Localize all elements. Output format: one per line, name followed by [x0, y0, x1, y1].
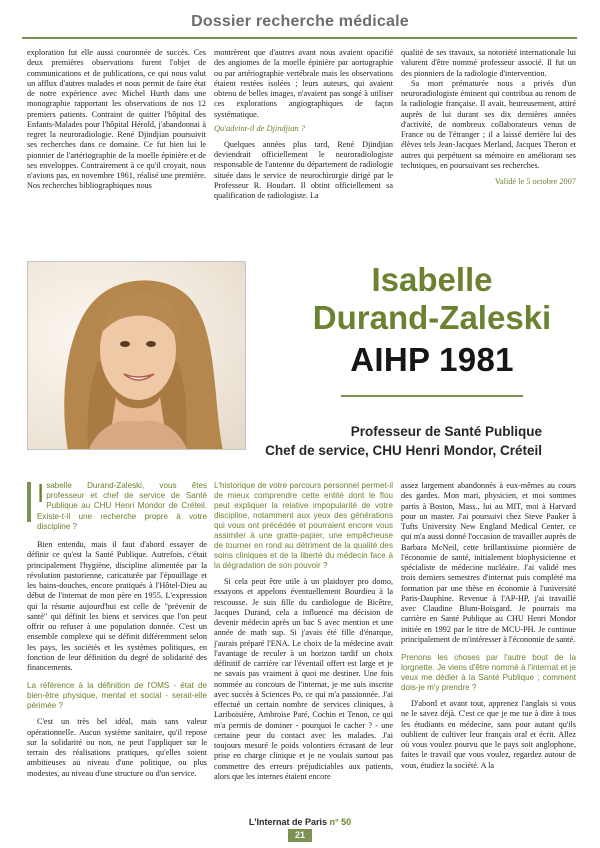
question-heading: Prenons les choses par l'autre bout de la lorgnette. Je viens d'être nommé à l'internat et je veux me dédier à la Santé Publique ; comment dois-je m'y prendre ? — [401, 653, 576, 692]
name-rule — [341, 395, 523, 397]
top-column-2 — [214, 48, 393, 253]
header-rule — [22, 37, 577, 39]
intro-question — [27, 481, 207, 532]
paragraph: Bien entendu, mais il faut d'abord essayer de définir ce qu'est la Santé Publique. Autrefois, c'était principalement l'hygiène, discipline alimentée par la révolution pastorienne, caricaturée par l'épouillage et les bains-douches, encore pratiqués à l'Hôtel-Dieu au début de l'internat de mon père en 1955. L'expression qui la résume aujourd'hui est celle de "prévenir de santé" qui définit les biens et services que l'on peut offrir ou refuser à une population donnée. C'est un ensemble complexe qui se définit différemment selon les pays, les sociétés et les systèmes politiques, en fonction de leur définition du degré de solidarité des financements. — [27, 540, 207, 673]
question-heading: L'historique de votre parcours personnel permet-il de mieux comprendre cette entité dont le flou peut expliquer la relative impopularité de votre discipline, notamment aux yeux des générations qui vous ont précédée et pourraient encore vous assimiler à une gratte-papier, une empêcheuse de tourner en rond au détriment de la qualité des soins cliniques et de la liberté du médecin face à la dégradation de son pouvoir ? — [214, 481, 393, 570]
bottom-column-3 — [401, 481, 576, 811]
paragraph: qualité de ses travaux, sa notoriété internationale lui valurent d'être nommé professeur associé. Il fut un des pionniers de la radiologie d'intervention. — [401, 48, 576, 78]
person-affiliation: Chef de service, CHU Henri Mondor, Créteil — [265, 443, 542, 458]
portrait-photo — [27, 261, 246, 450]
person-first-name: Isabelle — [371, 261, 493, 298]
intro-question-text: sabelle Durand-Zaleski, vous êtes professeur et chef de service de Santé Publique au CHU Henri Mondor de Créteil. Existe-t-il une recherche propre à votre discipline ? — [37, 481, 207, 531]
footer-brand — [0, 817, 600, 827]
validation-date: Validé le 5 octobre 2007 — [494, 177, 576, 186]
drop-cap: I — [37, 481, 45, 508]
question-heading: Qu'advint-il de Djindjian ? — [214, 123, 305, 133]
paragraph: Quelques années plus tard, René Djindjian deviendrait officiellement le neuroradiologiste responsable de l'antenne du département de radiologie située dans le service de neurochirurgie dirigé par le Professeur R. Houdart. Il obtint officiellement sa qualification de radiologiste. La — [214, 139, 393, 200]
paragraph: Si cela peut être utile à un plaidoyer pro domo, essayons et appelons éventuellement Bourdieu à la rescousse. Je suis fille du cardiologue de Bicêtre, Jacques Durand, cela a influencé ma décision de devenir médecin après un bac S avec mention et une année de math sup. Si j'avais été fille d'énarque, j'aurais préparé l'ENA. Le choix de la médecine avait l'avantage de reculer à un horizon tardif un choix définitif de carrière car l'éventail offert est large et je ne savais pas vraiment à quoi me destiner. Une fois nommée au concours de l'internat, je me suis inscrite avec succès à Sciences Po, ce qui m'a passionnée. J'ai effectué un certain nombre de services cliniques, à Lariboisière, Ambroise Paré, Cochin et Tenon, ce qui m'a permis de dominer - pourquoi le cacher ? - une certaine peur du contact avec les malades. J'ai toujours mesuré le poids volontiers écrasant de leur prise en charge clinique et je ne voulais surtout pas commettre des erreurs préjudiciables aux patients, alors que les internes étaient encore — [214, 577, 393, 781]
paragraph: D'abord et avant tout, apprenez l'anglais si vous ne le savez déjà. C'est ce que je me tue à dire à tous les étudiants en médecine, sans pour autant qu'ils oublient de cultiver leur français oral et écrit. Allez où vous voulez pourvu que le pays soit anglophone, faites le travail que vous voulez, regardez autour de vous, étudiez la société. A la — [401, 699, 576, 770]
publication-name: L'Internat de Paris — [248, 817, 328, 827]
paragraph: C'est un très bel idéal, mais sans valeur opérationnelle. Aucun système sanitaire, qu'il repose sur la solidarité ou non, ne peut l'appliquer sur le terrain des réalisations pratiques, qu'elles soient ambitieuses au niveau d'une politique, ou plus modestes, au niveau d'une structure ou d'un service. — [27, 717, 207, 778]
section-title: Dossier recherche médicale — [191, 13, 409, 30]
bottom-column-1 — [27, 481, 207, 811]
person-title: Professeur de Santé Publique — [350, 424, 542, 439]
top-column-1 — [27, 48, 206, 253]
paragraph: exploration fut elle aussi couronnée de succès. Ces deux premières observations furent l'objet de communications et de publications, ce qui nous valut un afflux d'autres malades et nous permit de faire état de notre expérience avec Michel Hurth dans une monographie rapportant les observations de nos 12 premiers patients. Contraint de quitter l'hôpital des Enfants-Malades pour l'hôpital Hérold, j'abandonnai à regret la neuroradiologie. René Djindjian poursuivit ses recherches dans ce domaine. Ce fut bien lui le pionnier de l'artériographie de la moelle épinière et de ses enveloppes. Contrairement à ce qu'il croyait, nous n'avions pas, en novembre 1961, réalisé une première. Nos recherches bibliographiques nous — [27, 48, 206, 191]
promotion-label: AIHP 1981 — [350, 341, 514, 378]
page-header — [0, 0, 600, 46]
paragraph: montrèrent que d'autres avant nous avaient opacifié des angiomes de la moelle épinière par aortographie ou par artériographie vertébrale mais les observations étaient restées isolées ; leurs auteurs, qui avaient obtenu de belles images, n'avaient pas songé à utiliser ces explorations angiographiques de façon systématique. — [214, 48, 393, 119]
paragraph: assez largement abandonnés à eux-mêmes au cours des gardes. Mon mari, physicien, et moi sommes partis à Boston, Mass., lui au MIT, moi à Harvard pour un master. J'ai poursuivi chez Steve Pauker à Tufts University New England Medical Center, ce qui m'a aussi donné l'occasion de travailler auprès de Barbara McNeil, cette brillantissime pionnière de l'économie de santé, initialement biophysicienne et spécialiste de médecine nucléaire. J'ai validé mes trois derniers semestres d'internat puis complété ma formation par une thèse en économie à l'université Paris-Dauphine. Revenue à l'AP-HP, j'ai travaillé avec Claudine Blum-Boisgard. Je pourrais ma carrière en Santé Publique au CHU Henri Mondor initiée en 1992 par le titre de MCU-PH. Je continue principalement de m'intéresser à l'économie de santé. — [401, 481, 576, 644]
bottom-column-2 — [214, 481, 393, 811]
issue-number: n° 50 — [329, 817, 352, 827]
top-column-3 — [401, 48, 576, 253]
question-heading: La référence à la définition de l'OMS - état de bien-être physique, mental et social - serait-elle périmée ? — [27, 681, 207, 711]
portrait-illustration — [28, 262, 246, 450]
person-last-name: Durand-Zaleski — [312, 299, 552, 336]
page-number: 21 — [288, 829, 312, 842]
paragraph: Sa mort prématurée nous a privés d'un neuroradiologiste éminent qui contribua au renom de la radiologie française. Il avait, heureusement, attiré auprès de lui durant ses dix dernières années d'activité, de nombreux collaborateurs venus de France ou de l'étranger ; il a laissé derrière lui des élèves tels Jean-Jacques Merland, Jacques Theron et autres qui perpétuent sa mémoire en améliorant ses techniques, en poursuivant ses recherches. — [401, 78, 576, 170]
